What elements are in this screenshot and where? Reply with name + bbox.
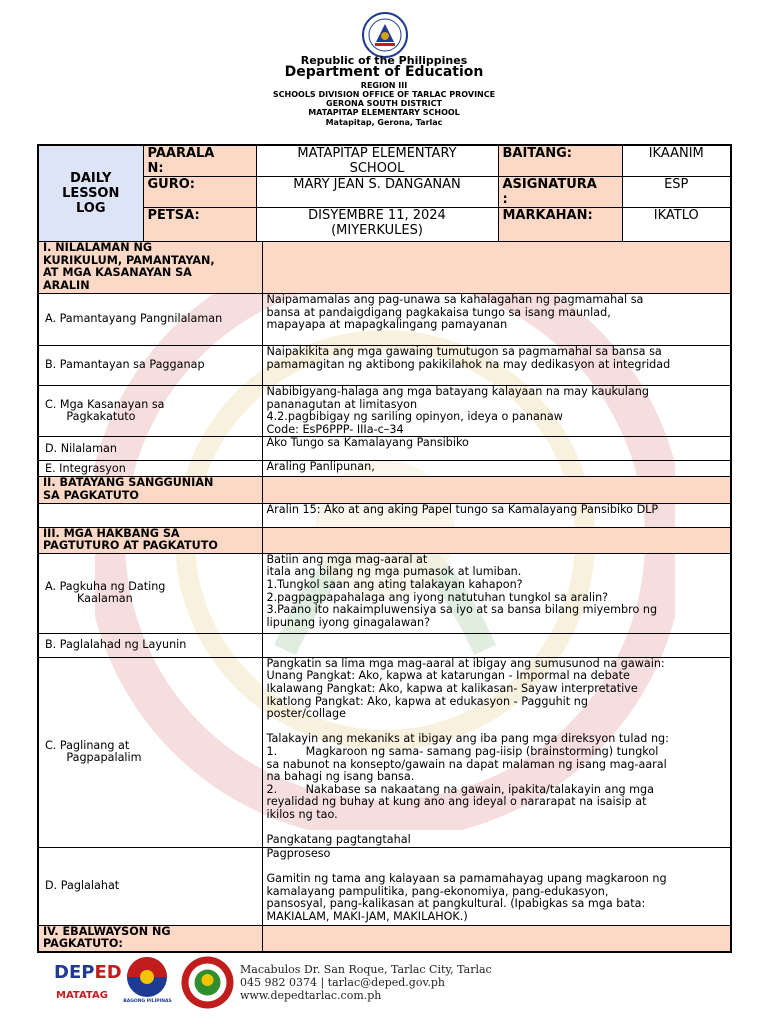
aralin-label-blank <box>38 503 262 527</box>
section-mga-hakbang: III. MGA HAKBANG SA PAGTUTURO AT PAGKATUTO <box>38 527 262 553</box>
header-district: GERONA SOUTH DISTRICT <box>326 99 442 108</box>
section-batayang-sanggunian: II. BATAYANG SANGGUNIAN SA PAGKATUTO <box>38 477 262 503</box>
header-department: Department of Education <box>284 64 484 80</box>
deped-matatag-logo <box>50 960 122 1010</box>
kasanayan-sa-pagkakatuto-value: Nabibigyang-halaga ang mga batayang kalayaan na may kaukulang pananagutan at limitasyon 4.2.pagbibigay ng sariling opinyon, ideya o pananaw Code: EsP6PPP- IIIa-c–34 <box>262 386 731 437</box>
pagkuha-ng-dating-kaalaman-label: A. Pagkuha ng Dating Kaalaman <box>38 553 262 633</box>
deped-logo-text-a: DEP <box>54 962 95 983</box>
nilalaman-label: D. Nilalaman <box>38 437 262 461</box>
asignatura-value: ESP <box>622 177 731 208</box>
bagong-pilipinas-logo <box>120 955 175 1010</box>
asignatura-label: ASIGNATURA : <box>498 177 622 208</box>
header-region: REGION III <box>360 81 408 90</box>
integrasyon-value: Araling Panlipunan, <box>262 461 731 477</box>
footer-contact: 045 982 0374 | tarlac@deped.gov.ph <box>240 976 445 989</box>
header-division: SCHOOLS DIVISION OFFICE OF TARLAC PROVINCE <box>272 90 496 99</box>
section-ebalwayson-blank <box>262 925 731 952</box>
kasanayan-sa-pagkakatuto-label: C. Mga Kasanayan sa Pagkakatuto <box>38 386 262 437</box>
lesson-info-table <box>37 144 732 243</box>
markahan-label: MARKAHAN: <box>498 208 622 242</box>
footer-address: Macabulos Dr. San Roque, Tarlac City, Tarlac <box>240 963 492 976</box>
section-nilalaman: I. NILALAMAN NG KURIKULUM, PAMANTAYAN, AT MGA KASANAYAN SA ARALIN <box>38 242 262 294</box>
deped-seal-logo <box>362 12 408 58</box>
page-footer <box>0 955 768 1015</box>
header-republic: Republic of the Philippines <box>300 54 468 67</box>
pamantayan-sa-pagganap-label: B. Pamantayan sa Pagganap <box>38 346 262 386</box>
footer-website[interactable]: www.depedtarlac.com.ph <box>240 989 382 1002</box>
guro-value: MARY JEAN S. DANGANAN <box>256 177 498 208</box>
pamantayang-pangnilalaman-value: Naipamamalas ang pag-unawa sa kahalagahan ng pagmamahal sa bansa at pandaigdigang pagkakaisa tungo sa isang maunlad, mapayapa at mapagkalingang pamayanan <box>262 294 731 346</box>
header-address: Matapitap, Gerona, Tarlac <box>325 118 443 127</box>
guro-label: GURO: <box>143 177 256 208</box>
header-school: MATAPITAP ELEMENTARY SCHOOL <box>308 108 460 117</box>
bagong-pilipinas-icon <box>120 955 175 1000</box>
bagong-pilipinas-text: BAGONG PILIPINAS <box>123 999 172 1004</box>
paglalahat-value: Pagproseso Gamitin ng tama ang kalayaan sa pamamahayag upang magkaroon ng kamalayang pampulitika, pang-ekonomiya, pang-edukasyon, pansosyal, pang-kalikasan at pangkultural. (Ipabigkas sa mga bata: MAKIALAM, MAKI-JAM, MAKILAHOK.) <box>262 847 731 925</box>
petsa-value: DISYEMBRE 11, 2024 (MIYERKULES) <box>256 208 498 242</box>
integrasyon-label: E. Integrasyon <box>38 461 262 477</box>
deped-logo-text-b: ED <box>94 962 122 983</box>
paaralan-value: MATAPITAP ELEMENTARY SCHOOL <box>256 145 498 177</box>
section-ebalwayson: IV. EBALWAYSON NG PAGKATUTO: <box>38 925 262 952</box>
baitang-value: IKAANIM <box>622 145 731 177</box>
paglalahat-label: D. Paglalahat <box>38 847 262 925</box>
aralin-value: Aralin 15: Ako at ang aking Papel tungo sa Kamalayang Pansibiko DLP <box>262 503 731 527</box>
paglinang-at-pagpapalalim-label: C. Paglinang at Pagpapalalim <box>38 657 262 847</box>
daily-lesson-log-label: DAILY LESSON LOG <box>38 145 143 242</box>
paglalahad-ng-layunin-label: B. Paglalahad ng Layunin <box>38 633 262 657</box>
section-nilalaman-blank <box>262 242 731 294</box>
baitang-label: BAITANG: <box>498 145 622 177</box>
paglinang-at-pagpapalalim-value: Pangkatin sa lima mga mag-aaral at ibigay ang sumusunod na gawain: Unang Pangkat: Ako, kapwa at katarungan - Impormal na debate Ikalawang Pangkat: Ako, kapwa at kalikasan- Sayaw interpretative Ikatlong Pangkat: Ako, kapwa at edukasyon - Pagguhit ng poster/collage Talakayin ang mekaniks at ibigay ang iba pang mga direksyon tulad ng: 1. Magkaroon ng sama- samang pag-iisip (brainstorming) tungkol sa nabunot na konsepto/gawain na dapat malaman ng isang mag-aaral na bahagi ng isang bansa. 2. Nakabase sa nakaatang na gawain, ipakita/talakayin ang mga reyalidad ng buhay at kung ano ang ideyal o nararapat na isaisip at ikilos ng tao. Pangkatang pagtangtahal <box>262 657 731 847</box>
lesson-content-table <box>37 241 732 953</box>
pagkuha-ng-dating-kaalaman-value: Batiin ang mga mag-aaral at itala ang bilang ng mga pumasok at lumiban. 1.Tungkol saan ang ating talakayan kahapon? 2.pagpagpapahalaga ang iyong natutuhan tungkol sa aralin? 3.Paano ito nakaimpluwensiya sa iyo at sa bansa bilang miyembro ng lipunang iyong ginagalawan? <box>262 553 731 633</box>
petsa-label: PETSA: <box>143 208 256 242</box>
pamantayang-pangnilalaman-label: A. Pamantayang Pangnilalaman <box>38 294 262 346</box>
matatag-text: MATATAG <box>56 990 108 1001</box>
section-batayang-sanggunian-blank <box>262 477 731 503</box>
section-mga-hakbang-blank <box>262 527 731 553</box>
pamantayan-sa-pagganap-value: Naipakikita ang mga gawaing tumutugon sa pagmamahal sa bansa sa pamamagitan ng aktibong pakikilahok na may dedikasyon at integridad <box>262 346 731 386</box>
paglalahad-ng-layunin-value <box>262 633 731 657</box>
paaralan-label: PAARALA N: <box>143 145 256 177</box>
markahan-value: IKATLO <box>622 208 731 242</box>
nilalaman-value: Ako Tungo sa Kamalayang Pansibiko <box>262 437 731 461</box>
division-seal-logo <box>180 955 235 1010</box>
